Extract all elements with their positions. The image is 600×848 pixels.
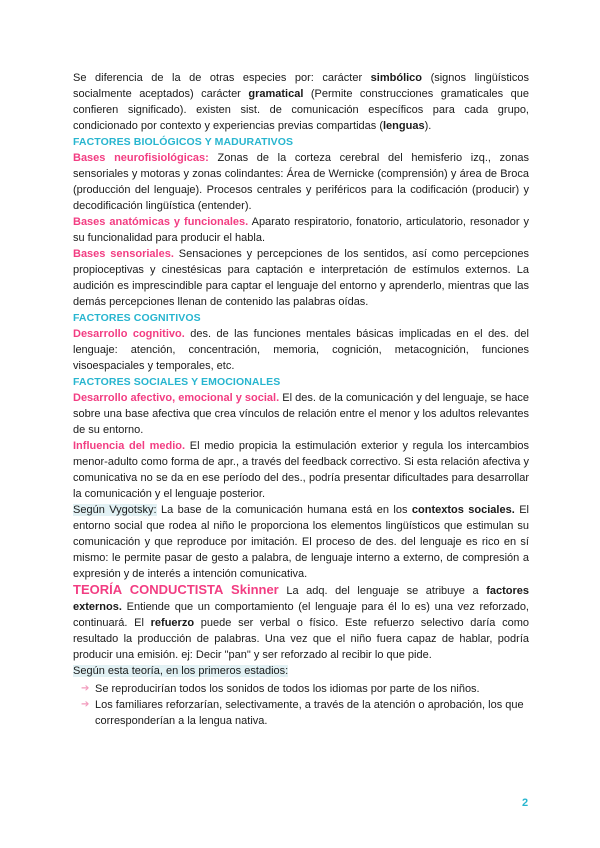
label-bases-neurofisiologicas: Bases neurofisiológicas: (73, 152, 209, 164)
conductista-bold-refuerzo: refuerzo (150, 617, 195, 629)
intro-text-4: ). (424, 120, 432, 132)
label-desarrollo-cognitivo: Desarrollo cognitivo. (73, 328, 185, 340)
paragraph-bases-neurofisiologicas (73, 150, 529, 214)
heading-factores-biologicos: FACTORES BIOLÓGICOS Y MADURATIVOS (73, 136, 294, 148)
conductista-text-1: La adq. del lenguaje se atribuye a (278, 585, 487, 597)
label-primeros-estadios: Según esta teoría, en los primeros estadios: (73, 665, 289, 677)
paragraph-desarrollo-afectivo (73, 390, 529, 438)
heading-teoria-conductista: TEORÍA CONDUCTISTA Skinner (73, 582, 279, 597)
intro-bold-lenguas: lenguas (383, 120, 425, 132)
label-desarrollo-afectivo: Desarrollo afectivo, emocional y social. (73, 392, 280, 404)
heading-factores-sociales: FACTORES SOCIALES Y EMOCIONALES (73, 376, 281, 388)
conductista-text-3: puede ser verbal o físico. Este refuerzo selectivo daría como resultado la producción de palabras. Una vez que el niño fuera capaz de hablar, podría producir una emisión. ej: Decir "pan" y ser reforzado al recibir lo que pide. (73, 617, 529, 661)
paragraph-desarrollo-cognitivo (73, 326, 529, 374)
text-desarrollo-afectivo: El des. de la comunicación y del lenguaje, se hace sobre una base afectiva que crea vínculos de relación entre el menor y los adultos relevantes de su entorno. (73, 392, 529, 436)
vygotsky-text-2: El entorno social que rodea al niño le proporciona los elementos lingüísticos que estimulan su comunicación y que reproduce por imitación. El proceso de des. del lenguaje es rico en sí mismo: le permite pasar de gesto a palabra, de lenguaje interno a externo, de compresión a expresión y de interés a intención comunicativa. (73, 504, 530, 580)
label-segun-vygotsky: Según Vygotsky: (73, 504, 157, 516)
conductista-bold-factores: factores externos. (73, 585, 529, 613)
vygotsky-text-1: La base de la comunicación humana está en los (156, 504, 412, 516)
intro-text-3: (Permite construcciones gramaticales que confieren significado). existen sist. de comunicación específicos para cada grupo, condicionado por contexto y experiencias previas compartidas ( (73, 88, 529, 132)
paragraph-influencia-medio (73, 438, 529, 502)
intro-paragraph (73, 70, 529, 134)
text-bases-anatomicas: Aparato respiratorio, fonatorio, articulatorio, resonador y su funcionalidad para producir el habla. (73, 216, 529, 244)
intro-text-2: (signos lingüísticos socialmente aceptados) carácter (73, 72, 529, 100)
paragraph-bases-anatomicas (73, 214, 529, 246)
stages-list (73, 681, 529, 729)
intro-text-1: Se diferencia de la de otras especies por: carácter (73, 72, 371, 84)
heading-factores-cognitivos: FACTORES COGNITIVOS (73, 312, 201, 324)
right-arrow-icon: ➔ (81, 699, 90, 710)
label-bases-anatomicas: Bases anatómicas y funcionales. (73, 216, 249, 228)
text-bases-sensoriales: Sensaciones y percepciones de los sentidos, así como percepciones propioceptivas y cinestésicas para captación e interpretación de estímulos externos. La audición es imprescindible para captar el lenguaje del entorno y aprenderlo, mientras que las demás percepciones llenan de contenido las palabras oídas. (73, 248, 529, 308)
right-arrow-icon: ➔ (81, 683, 90, 694)
paragraph-vygotsky (73, 502, 529, 582)
text-bases-neurofisiologicas: Zonas de la corteza cerebral del hemisferio izq., zonas sensoriales y motoras y zonas colindantes: Área de Wernicke (comprensión) y área de Broca (producción del lenguaje). Procesos centrales y periféricos para la codificación (producir) y decodificación lingüística (entender). (73, 152, 529, 212)
list-item (73, 681, 529, 697)
paragraph-primeros-estadios (73, 663, 529, 679)
list-item-text: Los familiares reforzarían, selectivamente, a través de la atención o aprobación, los que corresponderían a la lengua nativa. (95, 699, 524, 727)
list-item (73, 697, 529, 729)
label-influencia-medio: Influencia del medio. (73, 440, 186, 452)
conductista-text-2: Entiende que un comportamiento (el lenguaje para él lo es) una vez reforzado, continuará. El (73, 601, 529, 629)
vygotsky-bold-contextos: contextos sociales. (411, 504, 515, 516)
text-desarrollo-cognitivo: des. de las funciones mentales básicas implicadas en el des. del lenguaje: atención, concentración, memoria, cognición, metacognición, funciones visoespaciales y temporales, etc. (73, 328, 529, 372)
paragraph-teoria-conductista (73, 582, 529, 663)
page-content (73, 70, 529, 729)
paragraph-bases-sensoriales (73, 246, 529, 310)
intro-bold-simbolico: simbólico (370, 72, 423, 84)
intro-bold-gramatical: gramatical (248, 88, 304, 100)
label-bases-sensoriales: Bases sensoriales. (73, 248, 174, 260)
page-number: 2 (522, 797, 529, 809)
text-influencia-medio: El medio propicia la estimulación exterior y regula los intercambios menor-adulto como forma de apr., a través del feedback correctivo. Si esta relación afectiva y comunicativa no se da en ese período del des., podría presentar dificultades para desarrollar la comunicación y el lenguaje posterior. (73, 440, 529, 500)
list-item-text: Se reproducirían todos los sonidos de todos los idiomas por parte de los niños. (95, 683, 480, 695)
